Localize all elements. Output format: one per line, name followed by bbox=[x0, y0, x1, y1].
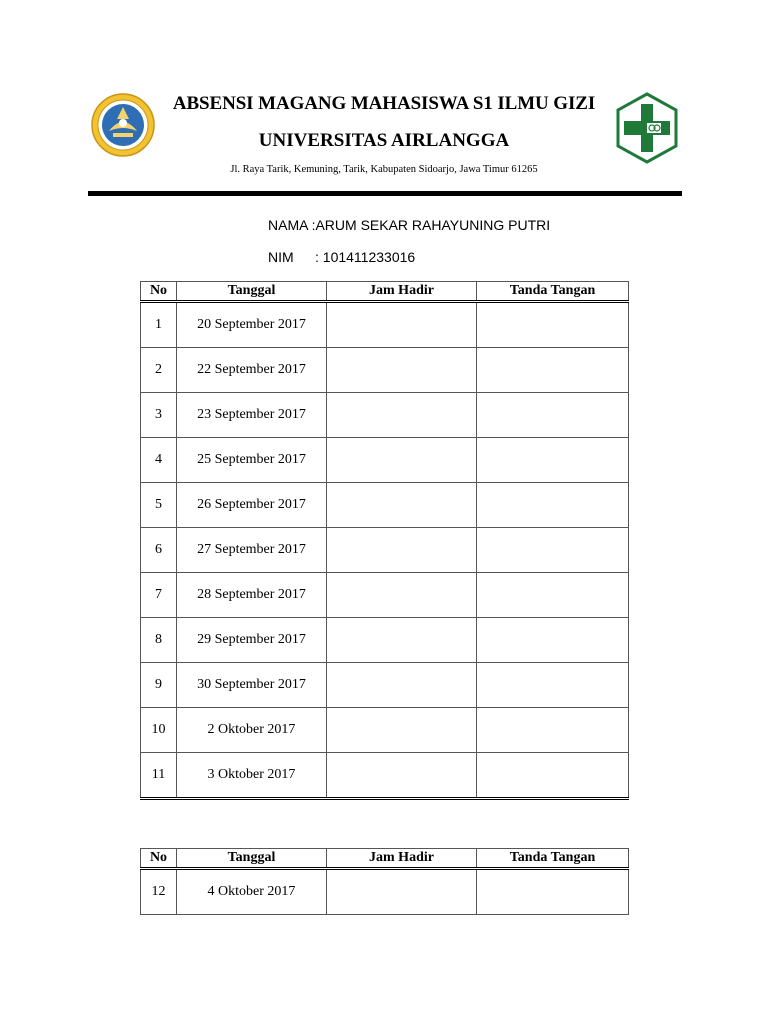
row-tanda-tangan[interactable] bbox=[477, 348, 629, 393]
table-row bbox=[141, 663, 629, 708]
attendance-table-2 bbox=[140, 848, 629, 915]
row-tanggal: 23 September 2017 bbox=[177, 393, 327, 438]
column-header-tanggal: Tanggal bbox=[177, 849, 327, 869]
row-no: 12 bbox=[141, 869, 177, 915]
column-header-tanda-tangan: Tanda Tangan bbox=[477, 849, 629, 869]
row-tanggal: 4 Oktober 2017 bbox=[177, 869, 327, 915]
row-jam-hadir[interactable] bbox=[327, 483, 477, 528]
column-header-no: No bbox=[141, 282, 177, 302]
nim-label: NIM bbox=[268, 249, 294, 265]
table-row bbox=[141, 708, 629, 753]
row-tanggal: 27 September 2017 bbox=[177, 528, 327, 573]
row-tanda-tangan[interactable] bbox=[477, 528, 629, 573]
row-tanggal: 29 September 2017 bbox=[177, 618, 327, 663]
row-no: 11 bbox=[141, 753, 177, 799]
column-header-tanggal: Tanggal bbox=[177, 282, 327, 302]
row-tanda-tangan[interactable] bbox=[477, 753, 629, 799]
row-jam-hadir[interactable] bbox=[327, 753, 477, 799]
row-no: 8 bbox=[141, 618, 177, 663]
row-tanda-tangan[interactable] bbox=[477, 302, 629, 348]
row-tanggal: 22 September 2017 bbox=[177, 348, 327, 393]
table-row bbox=[141, 393, 629, 438]
table-row bbox=[141, 528, 629, 573]
row-no: 6 bbox=[141, 528, 177, 573]
column-header-tanda-tangan: Tanda Tangan bbox=[477, 282, 629, 302]
table-row bbox=[141, 438, 629, 483]
row-tanda-tangan[interactable] bbox=[477, 663, 629, 708]
row-no: 7 bbox=[141, 573, 177, 618]
student-name-line bbox=[268, 217, 550, 233]
institution-name: UNIVERSITAS AIRLANGGA bbox=[258, 130, 510, 151]
row-tanggal: 26 September 2017 bbox=[177, 483, 327, 528]
row-tanggal: 25 September 2017 bbox=[177, 438, 327, 483]
row-jam-hadir[interactable] bbox=[327, 618, 477, 663]
table-row bbox=[141, 348, 629, 393]
column-header-jam-hadir: Jam Hadir bbox=[327, 282, 477, 302]
row-jam-hadir[interactable] bbox=[327, 573, 477, 618]
row-tanggal: 3 Oktober 2017 bbox=[177, 753, 327, 799]
attendance-table-1 bbox=[140, 281, 629, 800]
table-row bbox=[141, 483, 629, 528]
header-divider bbox=[88, 191, 682, 196]
row-no: 3 bbox=[141, 393, 177, 438]
row-no: 10 bbox=[141, 708, 177, 753]
table-row bbox=[141, 573, 629, 618]
nim-value: : 101411233016 bbox=[315, 249, 416, 265]
table-header-row bbox=[141, 849, 629, 869]
row-jam-hadir[interactable] bbox=[327, 302, 477, 348]
table-header-row bbox=[141, 282, 629, 302]
row-no: 4 bbox=[141, 438, 177, 483]
row-tanggal: 20 September 2017 bbox=[177, 302, 327, 348]
row-no: 9 bbox=[141, 663, 177, 708]
row-tanda-tangan[interactable] bbox=[477, 483, 629, 528]
row-no: 2 bbox=[141, 348, 177, 393]
row-jam-hadir[interactable] bbox=[327, 393, 477, 438]
row-tanggal: 2 Oktober 2017 bbox=[177, 708, 327, 753]
table-row bbox=[141, 869, 629, 915]
row-tanggal: 28 September 2017 bbox=[177, 573, 327, 618]
row-no: 5 bbox=[141, 483, 177, 528]
row-jam-hadir[interactable] bbox=[327, 663, 477, 708]
row-no: 1 bbox=[141, 302, 177, 348]
column-header-jam-hadir: Jam Hadir bbox=[327, 849, 477, 869]
table-row bbox=[141, 753, 629, 799]
table-row bbox=[141, 302, 629, 348]
institution-address: Jl. Raya Tarik, Kemuning, Tarik, Kabupaten Sidoarjo, Jawa Timur 61265 bbox=[230, 164, 538, 175]
name-value: ARUM SEKAR RAHAYUNING PUTRI bbox=[315, 217, 551, 233]
document-title: ABSENSI MAGANG MAHASISWA S1 ILMU GIZI bbox=[172, 93, 596, 114]
row-tanda-tangan[interactable] bbox=[477, 869, 629, 915]
row-jam-hadir[interactable] bbox=[327, 708, 477, 753]
row-jam-hadir[interactable] bbox=[327, 348, 477, 393]
row-jam-hadir[interactable] bbox=[327, 438, 477, 483]
name-label: NAMA : bbox=[268, 217, 316, 233]
row-tanda-tangan[interactable] bbox=[477, 708, 629, 753]
row-tanda-tangan[interactable] bbox=[477, 438, 629, 483]
column-header-no: No bbox=[141, 849, 177, 869]
row-tanda-tangan[interactable] bbox=[477, 618, 629, 663]
table-row bbox=[141, 618, 629, 663]
row-jam-hadir[interactable] bbox=[327, 528, 477, 573]
row-tanggal: 30 September 2017 bbox=[177, 663, 327, 708]
student-nim-line bbox=[268, 249, 415, 265]
row-jam-hadir[interactable] bbox=[327, 869, 477, 915]
row-tanda-tangan[interactable] bbox=[477, 393, 629, 438]
row-tanda-tangan[interactable] bbox=[477, 573, 629, 618]
